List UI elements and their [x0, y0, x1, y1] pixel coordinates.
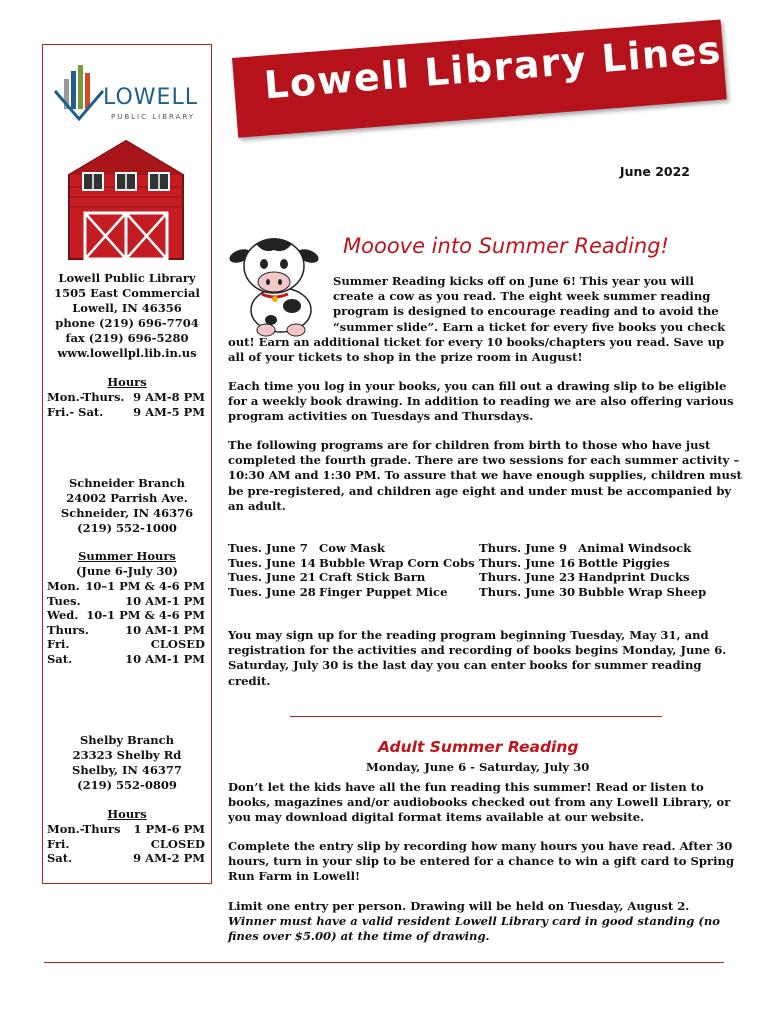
logo-name: LOWELL — [103, 85, 198, 110]
program-name: Craft Stick Barn — [319, 570, 426, 585]
text-line: books, magazines and/or audiobooks checked out from any Lowell Library, or — [228, 795, 731, 810]
program-name: Bottle Piggies — [578, 555, 670, 570]
library-logo — [51, 61, 206, 131]
hours-row — [43, 405, 211, 420]
summer-intro-lines-bottom — [228, 335, 724, 365]
hours-row — [43, 594, 211, 609]
program-row — [228, 585, 708, 600]
schneider-hours-title: Summer Hours — [78, 549, 176, 563]
hours-row — [43, 623, 211, 638]
hours-day: Mon.-Thurs. — [47, 390, 125, 404]
hours-time: 10 AM-1 PM — [125, 622, 205, 637]
hours-day: Fri. — [47, 836, 70, 851]
hours-time: CLOSED — [150, 637, 205, 652]
text-line: all of your tickets to shop in the prize room in August! — [228, 350, 583, 365]
program-date: Thurs. June 16 — [479, 555, 576, 570]
hours-time: 10-1 PM & 4-6 PM — [86, 608, 205, 623]
hours-time: 10 AM-1 PM — [125, 593, 205, 608]
text-line: Run Farm in Lowell! — [228, 869, 361, 884]
hours-time: 9 AM-8 PM — [133, 390, 205, 404]
hours-time: CLOSED — [150, 836, 205, 851]
cow-icon — [226, 228, 331, 338]
program-date: Thurs. June 23 — [479, 570, 576, 585]
sidebar — [42, 44, 212, 884]
text-line: Limit one entry per person. Drawing will be held on Tuesday, August 2. — [228, 899, 690, 913]
hours-row — [43, 608, 211, 623]
barn-illustration — [61, 137, 191, 266]
hours-day: Mon. — [47, 579, 80, 593]
section-divider — [290, 716, 662, 717]
hours-row — [43, 851, 211, 866]
shelby-branch-info — [43, 733, 211, 793]
text-line: fines over $5.00) at the time of drawing. — [228, 929, 490, 944]
adult-reading-heading: Adult Summer Reading — [378, 738, 579, 756]
schneider-phone: (219) 552-1000 — [77, 521, 177, 535]
main-hours — [43, 375, 211, 419]
schneider-hours-subtitle: (June 6-July 30) — [75, 564, 178, 578]
program-name: Bubble Wrap Sheep — [578, 584, 707, 599]
newsletter-title: Lowell Library Lines — [262, 27, 724, 108]
hours-time: 9 AM-5 PM — [133, 404, 205, 419]
text-line: registration for the activities and recording of books begins Monday, June 6. — [228, 643, 727, 658]
hours-day: Mon.-Thurs — [47, 822, 121, 836]
hours-row — [43, 579, 211, 594]
shelby-name: Shelby Branch — [79, 733, 175, 747]
main-library-street: 1505 East Commercial — [54, 286, 200, 300]
hours-row — [43, 390, 211, 405]
program-row — [228, 556, 708, 571]
text-line: hours, turn in your slip to be entered for a chance to win a gift card to Spring — [228, 854, 735, 869]
text-line: you may download digital format items available at our website. — [228, 810, 645, 825]
main-library-fax: fax (219) 696-5280 — [65, 331, 189, 345]
program-date: Tues. June 28 — [228, 584, 316, 599]
schneider-branch-info — [43, 476, 211, 536]
hours-row — [43, 837, 211, 852]
text-line: create a cow as you read. The eight week summer reading — [333, 289, 711, 304]
text-line: an adult. — [228, 498, 286, 513]
hours-day: Sat. — [47, 651, 73, 666]
text-line: be pre-registered, and children age eight and under must be accompanied by — [228, 483, 732, 498]
text-line: 10:30 AM and 1:30 PM. To assure that we have enough supplies, children must — [228, 468, 742, 483]
cow-illustration — [226, 228, 331, 342]
text-line: program activities on Tuesdays and Thursdays. — [228, 409, 534, 424]
program-row — [228, 570, 708, 585]
text-line: completed the fourth grade. There are two sessions for each summer activity – — [228, 453, 740, 468]
hours-day: Fri. — [47, 637, 70, 652]
text-line: Winner must have a valid resident Lowell Library card in good standing (no — [228, 914, 720, 929]
hours-day: Fri.- Sat. — [47, 404, 104, 419]
barn-icon — [61, 137, 191, 262]
text-line: Each time you log in your books, you can fill out a drawing slip to be eligible — [228, 379, 727, 393]
hours-row — [43, 822, 211, 837]
shelby-phone: (219) 552-0809 — [77, 778, 177, 792]
main-hours-title: Hours — [107, 375, 147, 389]
hours-time: 10 AM-1 PM — [125, 651, 205, 666]
adult-intro-paragraph — [228, 780, 730, 826]
program-date: Thurs. June 9 — [479, 541, 568, 555]
shelby-street: 23323 Shelby Rd — [72, 748, 182, 762]
hours-row — [43, 637, 211, 652]
schneider-street: 24002 Parrish Ave. — [66, 491, 188, 505]
main-library-phone: phone (219) 696-7704 — [55, 316, 199, 330]
program-name: Animal Windsock — [578, 541, 692, 555]
programs-paragraph — [228, 438, 742, 514]
program-date: Tues. June 14 — [228, 555, 316, 570]
footer-divider — [44, 962, 724, 963]
adult-limit-paragraph — [228, 899, 720, 945]
hours-day: Tues. — [47, 593, 81, 608]
schneider-city: Schneider, IN 46376 — [60, 506, 194, 520]
shelby-city: Shelby, IN 46377 — [72, 763, 182, 777]
program-date: Tues. June 21 — [228, 570, 316, 585]
program-name: Handprint Ducks — [578, 570, 690, 585]
program-name: Finger Puppet Mice — [319, 584, 448, 599]
program-date: Thurs. June 30 — [479, 584, 576, 599]
text-line: Summer Reading kicks off on June 6! This year you will — [333, 274, 694, 288]
text-line: The following programs are for children from birth to those who have just — [228, 438, 711, 452]
program-row — [228, 541, 708, 556]
schneider-hours — [43, 549, 211, 667]
text-line: Complete the entry slip by recording how many hours you have read. After 30 — [228, 839, 733, 853]
hours-day: Thurs. — [47, 622, 89, 637]
title-banner — [232, 20, 727, 138]
hours-day: Sat. — [47, 851, 73, 866]
main-library-name: Lowell Public Library — [58, 271, 196, 285]
main-library-city: Lowell, IN 46356 — [72, 301, 182, 315]
main-library-info — [43, 271, 211, 361]
text-line: You may sign up for the reading program beginning Tuesday, May 31, and — [228, 628, 709, 642]
hours-time: 9 AM-2 PM — [133, 851, 205, 866]
shelby-hours-title: Hours — [107, 807, 147, 821]
text-line: Saturday, July 30 is the last day you can enter books for summer reading — [228, 658, 702, 673]
program-name: Cow Mask — [319, 541, 385, 555]
text-line: Don’t let the kids have all the fun reading this summer! Read or listen to — [228, 780, 704, 794]
summer-reading-heading: Mooove into Summer Reading! — [343, 234, 669, 258]
logo-subtitle: PUBLIC LIBRARY — [111, 113, 196, 121]
adult-reading-dates: Monday, June 6 - Saturday, July 30 — [366, 760, 590, 774]
program-date: Tues. June 7 — [228, 541, 308, 555]
text-line: credit. — [228, 673, 271, 688]
schneider-name: Schneider Branch — [68, 476, 186, 490]
hours-time: 1 PM-6 PM — [133, 822, 205, 836]
hours-day: Wed. — [47, 608, 79, 623]
hours-row — [43, 652, 211, 667]
signup-paragraph — [228, 628, 726, 689]
text-line: for a weekly book drawing. In addition to reading we are also offering various — [228, 394, 734, 409]
drawing-paragraph — [228, 379, 734, 425]
text-line: out! Earn an additional ticket for every 10 books/chapters you read. Save up — [228, 335, 725, 349]
summer-intro-lines-top — [333, 274, 725, 335]
adult-entry-paragraph — [228, 839, 734, 885]
program-schedule — [228, 541, 708, 599]
program-name: Bubble Wrap Corn Cobs — [319, 555, 475, 570]
text-line: program is designed to encourage reading and to avoid the — [333, 304, 719, 319]
main-library-website[interactable]: www.lowellpl.lib.in.us — [57, 346, 197, 360]
hours-time: 10–1 PM & 4-6 PM — [85, 579, 205, 593]
text-line: “summer slide”. Earn a ticket for every five books you check — [333, 319, 726, 334]
issue-date: June 2022 — [619, 164, 690, 179]
shelby-hours — [43, 807, 211, 866]
